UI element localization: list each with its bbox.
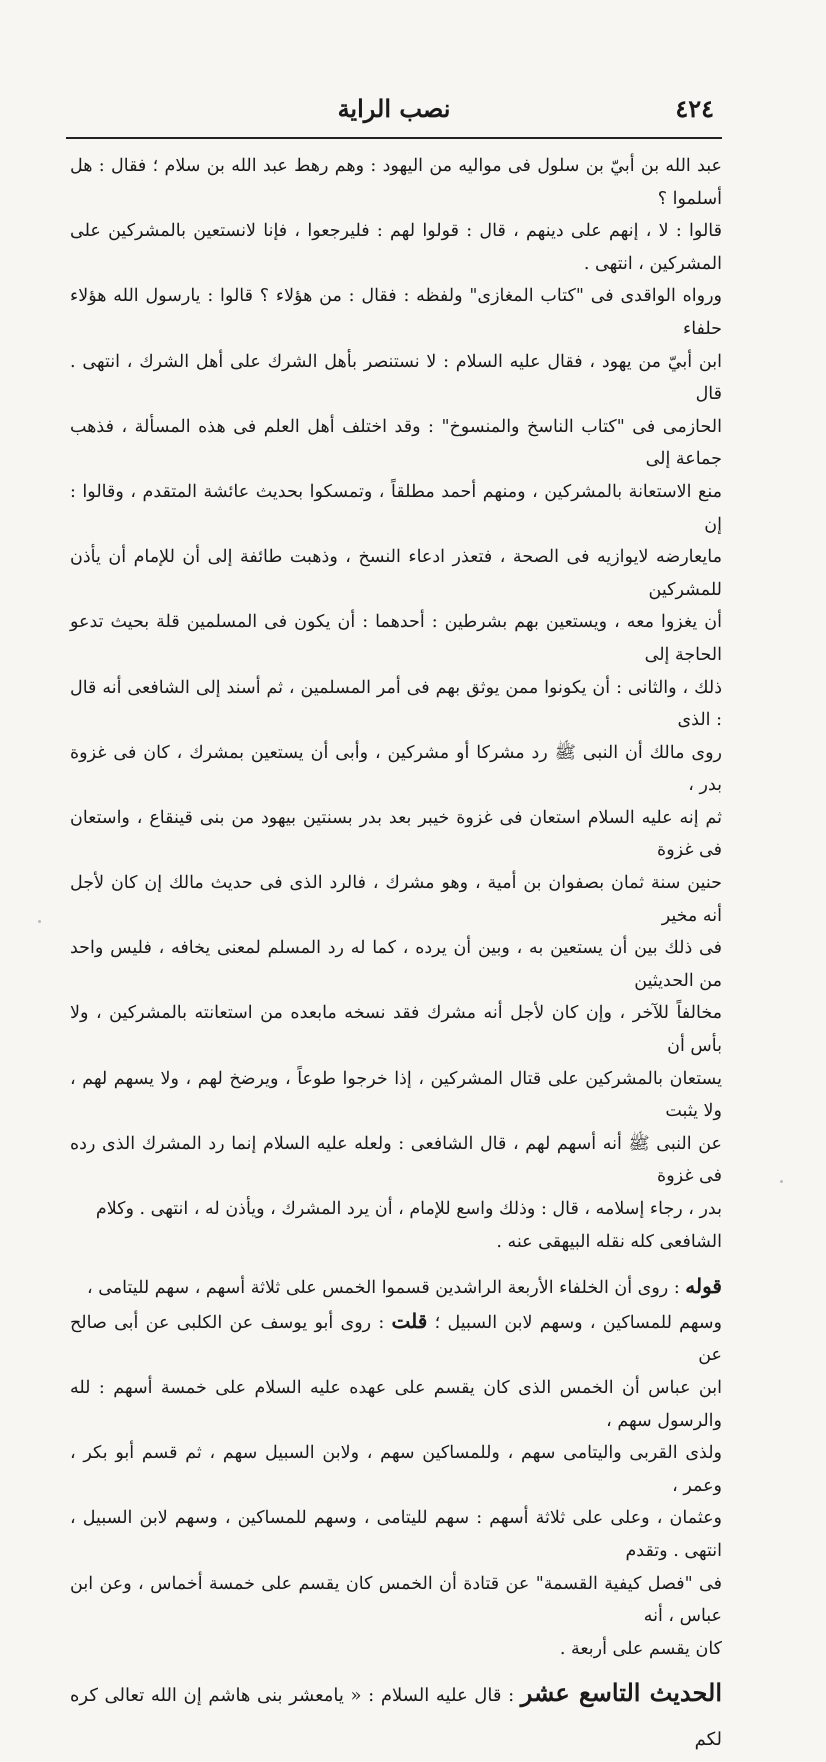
page-header bbox=[68, 90, 720, 134]
text-run: وسهم للمساكين ، وسهم لابن السبيل ؛ bbox=[427, 1312, 722, 1333]
text-line: ابن أبيّ من يهود ، فقال عليه السلام : لا نستنصر بأهل الشرك على أهل الشرك ، انتهى . قال bbox=[70, 351, 722, 405]
text-line: الشافعى كله نقله البيهقى عنه . bbox=[496, 1231, 722, 1252]
paper-speck bbox=[38, 920, 41, 923]
text-line: فى ذلك بين أن يستعين به ، وبين أن يرده ، كما له رد المسلم لمعنى يخافه ، فليس واحد من الحديثين bbox=[70, 938, 722, 991]
text-line: ثم إنه عليه السلام استعان فى غزوة خيبر بعد بدر بسنتين بيهود من بنى قينقاع ، واستعان فى غزوة bbox=[70, 807, 722, 861]
body-text bbox=[70, 150, 722, 1762]
text-line: عن النبى ﷺ أنه أسهم لهم ، قال الشافعى : ولعله عليه السلام إنما رد المشرك الذى رده فى غزوة bbox=[70, 1133, 722, 1187]
text-line: ولذى القربى واليتامى سهم ، وللمساكين سهم ، ولابن السبيل سهم ، ثم قسم أبو بكر ، وعمر ، bbox=[70, 1443, 722, 1496]
text-line: مايعارضه لايوازيه فى الصحة ، فتعذر ادعاء النسخ ، وذهبت طائفة إلى أن للإمام أن يأذن للمشركين bbox=[70, 547, 722, 600]
text-line: ابن عباس أن الخمس الذى كان يقسم على عهده عليه السلام على خمسة أسهم : لله والرسول سهم ، bbox=[70, 1377, 722, 1431]
running-title: نصب الراية bbox=[337, 94, 451, 123]
text-line: أن يغزوا معه ، ويستعين بهم بشرطين : أحدهما : أن يكون فى المسلمين قلة بحيث تدعو الحاجة إلى bbox=[70, 612, 722, 665]
text-run: : روى أن الخلفاء الأربعة الراشدين قسموا الخمس على ثلاثة أسهم ، سهم لليتامى ، bbox=[87, 1278, 686, 1299]
text-line: بدر ، رجاء إسلامه ، قال : وذلك واسع للإمام ، أن يرد المشرك ، ويأذن له ، انتهى . وكلام bbox=[95, 1199, 722, 1219]
qawluh-keyword: قوله bbox=[685, 1274, 722, 1299]
hadith-line bbox=[70, 1671, 722, 1762]
text-line: الحازمى فى "كتاب الناسخ والمنسوخ" : وقد اختلف أهل العلم فى هذه المسألة ، فذهب جماعة إلى bbox=[70, 416, 722, 470]
text-run: : روى أبو يوسف عن الكلبى عن أبى صالح عن bbox=[70, 1312, 722, 1366]
qult-keyword: قلت bbox=[391, 1308, 428, 1333]
text-line bbox=[70, 1305, 722, 1372]
text-line: ذلك ، والثانى : أن يكونوا ممن يوثق بهم فى أمر المسلمين ، ثم أسند إلى الشافعى أنه قال : الذى bbox=[70, 677, 722, 731]
header-rule bbox=[66, 137, 722, 139]
text-line bbox=[70, 1270, 722, 1305]
text-line: وعثمان ، وعلى على ثلاثة أسهم : سهم لليتامى ، وسهم للمساكين ، وسهم لابن السبيل ، انتهى . وتقدم bbox=[70, 1508, 722, 1561]
text-line: فى "فصل كيفية القسمة" عن قتادة أن الخمس كان يقسم على خمسة أخماس ، وعن ابن عباس ، أنه bbox=[70, 1573, 722, 1627]
paragraph-qawluh bbox=[70, 1270, 722, 1665]
paragraph-commentary bbox=[70, 150, 722, 1258]
text-line: روى مالك أن النبى ﷺ رد مشركا أو مشركين ، وأبى أن يستعين بمشرك ، كان فى غزوة بدر ، bbox=[70, 742, 722, 796]
paper-speck bbox=[780, 1180, 783, 1183]
page-number: ٤٢٤ bbox=[675, 94, 714, 123]
text-line: مخالفاً للآخر ، وإن كان لأجل أنه مشرك فقد نسخه مابعده من استعانته بالمشركين ، ولا بأس أن bbox=[70, 1003, 722, 1057]
text-line: عبد الله بن أبيّ بن سلول فى مواليه من اليهود : وهم رهط عبد الله بن سلام ؛ فقال : هل أسلموا ؟ bbox=[70, 156, 722, 209]
text-line: حنين سنة ثمان بصفوان بن أمية ، وهو مشرك ، فالرد الذى فى حديث مالك إن كان لأجل أنه مخير bbox=[70, 873, 722, 926]
text-line: يستعان بالمشركين على قتال المشركين ، إذا خرجوا طوعاً ، ويرضخ لهم ، ولا يسهم لهم ، ولا يثبت bbox=[70, 1068, 722, 1122]
text-line: قالوا : لا ، إنهم على دينهم ، قال : قولوا لهم : فليرجعوا ، فإنا لانستعين بالمشركين على المشركين ، انتهى . bbox=[70, 221, 722, 274]
paragraph-spacer bbox=[70, 1258, 722, 1270]
text-line: ورواه الواقدى فى "كتاب المغازى" ولفظه : فقال : من هؤلاء ؟ قالوا : يارسول الله هؤلاء حلفاء bbox=[70, 286, 722, 339]
text-line: منع الاستعانة بالمشركين ، ومنهم أحمد مطلقاً ، وتمسكوا بحديث عائشة المتقدم ، وقالوا : إن bbox=[70, 481, 722, 535]
hadith-heading: الحديث التاسع عشر bbox=[520, 1678, 722, 1708]
text-line: كان يقسم على أربعة . bbox=[559, 1638, 722, 1659]
hadith-text: : قال عليه السلام : « يامعشر بنى هاشم إن الله تعالى كره لكم bbox=[70, 1685, 722, 1751]
